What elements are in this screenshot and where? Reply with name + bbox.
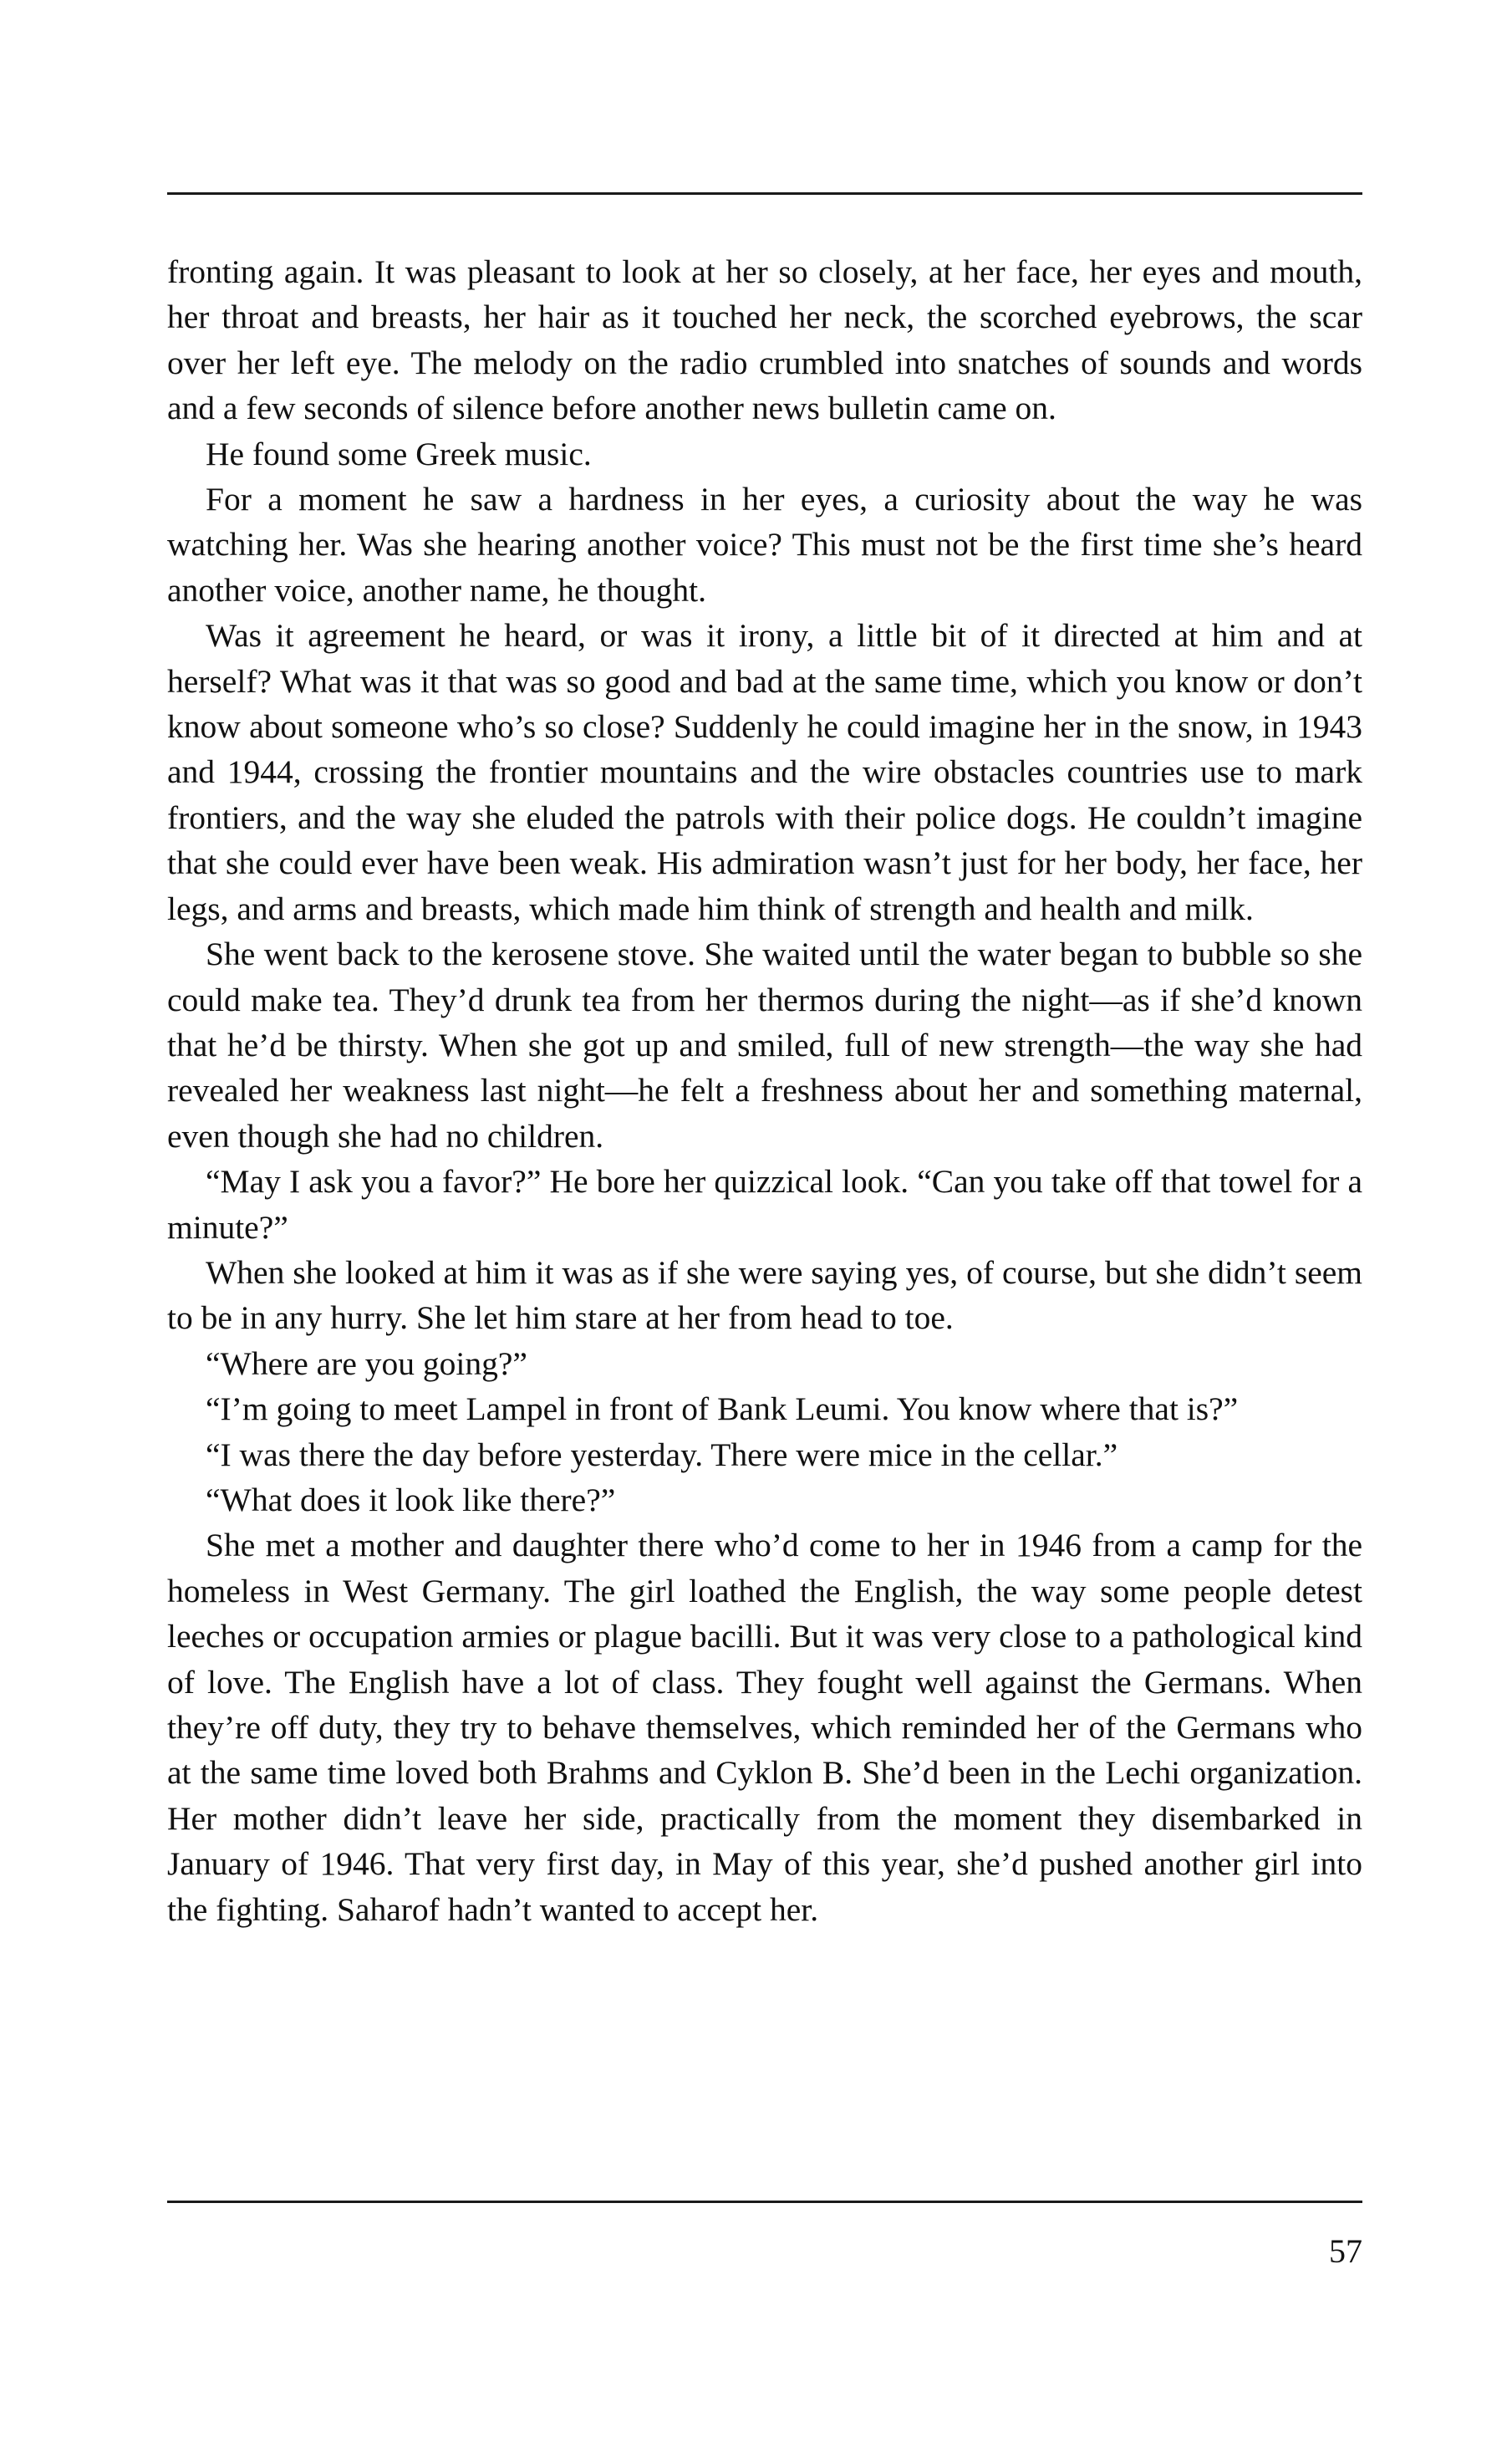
paragraph: “Where are you going?” — [206, 1344, 527, 1382]
paragraph: “What does it look like there?” — [206, 1481, 616, 1518]
paragraph: “I’m going to meet Lampel in front of Bank Leumi. You know where that is?” — [206, 1390, 1239, 1428]
paragraph: She went back to the kerosene stove. She waited until the water began to bubble so she could make tea. They’d drunk tea from her thermos during the night—as if she’d known that he’d be thirsty. When she got up and smiled, full of new strength—the way she had revealed her weakness last night—he felt a freshness about her and something maternal, even though she had no children. — [167, 936, 1362, 1155]
paragraph: fronting again. It was pleasant to look at her so closely, at her face, her eyes and mouth, her throat and breasts, her hair as it touched her neck, the scorched eyebrows, the scar over her left eye. The melody on the radio crumbled into snatches of sounds and words and a few seconds of silence before another news bulletin came on. — [167, 253, 1362, 427]
paragraph: “May I ask you a favor?” He bore her quizzical look. “Can you take off that towel for a minute?” — [167, 1163, 1362, 1246]
page-number: 57 — [1329, 2232, 1362, 2270]
paragraph: She met a mother and daughter there who’d come to her in 1946 from a camp for the homeless in West Germany. The girl loathed the English, the way some people detest leeches or occupation armies or plague bacilli. But it was very close to a pathological kind of love. The English have a lot of class. They fought well against the Germans. When they’re off duty, they try to behave themselves, which reminded her of the Germans who at the same time loved both Brahms and Cyklon B. She’d been in the Lechi organization. Her mother didn’t leave her side, practically from the moment they disembarked in January of 1946. That very first day, in May of this year, she’d pushed another girl into the fighting. Saharof hadn’t wanted to accept her. — [167, 1527, 1362, 1928]
paragraph: When she looked at him it was as if she were saying yes, of course, but she didn’t seem to be in any hurry. She let him stare at her from head to toe. — [167, 1253, 1362, 1337]
paragraph: “I was there the day before yesterday. There were mice in the cellar.” — [206, 1436, 1118, 1473]
paragraph: Was it agreement he heard, or was it irony, a little bit of it directed at him and at herself? What was it that was so good and bad at the same time, which you know or don’t know about someone who’s so close? Suddenly he could imagine her in the snow, in 1943 and 1944, crossing the frontier mountains and the wire obstacles countries use to mark frontiers, and the way she eluded the patrols with their police dogs. He couldn’t imagine that she could ever have been weak. His admiration wasn’t just for her body, her face, her legs, and arms and breasts, which made him think of strength and health and milk. — [167, 617, 1362, 927]
bottom-rule — [167, 2201, 1362, 2203]
top-rule — [167, 192, 1362, 195]
paragraph: He found some Greek music. — [206, 435, 592, 472]
paragraph: For a moment he saw a hardness in her eyes, a curiosity about the way he was watching her. Was she hearing another voice? This must not be the first time she’s heard another voice, another name, he thought. — [167, 481, 1362, 609]
body-text — [167, 249, 1362, 1932]
